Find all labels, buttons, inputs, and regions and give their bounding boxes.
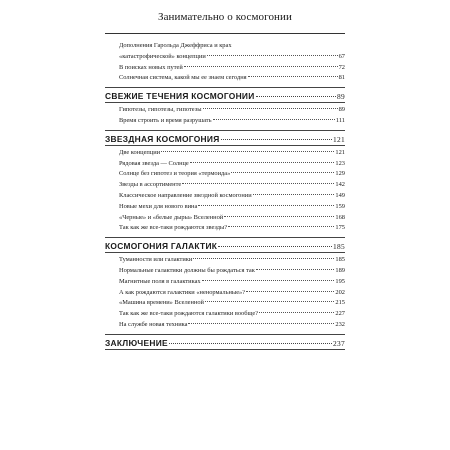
section-rule-top — [105, 130, 345, 131]
toc-entry — [105, 41, 345, 63]
entry-page-number: 67 — [338, 52, 345, 60]
entry-page-number: 81 — [338, 74, 345, 82]
entry-page-number: 111 — [335, 116, 345, 124]
toc-section-heading — [105, 133, 345, 145]
dot-leader — [190, 162, 335, 163]
entry-title: Время строить и время разрушать — [119, 116, 212, 124]
section-page-number: 185 — [333, 242, 345, 252]
section-rule-bottom — [105, 252, 345, 253]
entry-page-number: 123 — [335, 159, 345, 167]
section-page-number: 237 — [333, 338, 345, 348]
toc-entry — [105, 105, 345, 116]
dot-leader — [182, 183, 334, 184]
dot-leader — [228, 226, 334, 227]
dot-leader — [246, 291, 334, 292]
dot-leader — [231, 172, 334, 173]
toc-entry — [105, 320, 345, 331]
dot-leader — [193, 258, 334, 259]
dot-leader — [213, 119, 335, 120]
entry-title: В поисках новых путей — [119, 63, 183, 71]
dot-leader — [203, 108, 338, 109]
running-head-rule — [105, 33, 345, 34]
dot-leader — [207, 55, 338, 56]
toc-entry — [105, 159, 345, 170]
dot-leader — [248, 76, 338, 77]
entry-title: Так как же все-таки рождаются звезды? — [119, 224, 228, 232]
dot-leader — [161, 151, 334, 152]
toc-entry — [105, 255, 345, 266]
toc-entry — [105, 298, 345, 309]
toc-entry — [105, 169, 345, 180]
toc-entry — [105, 309, 345, 320]
entry-title: На службе новая техника — [119, 320, 188, 328]
entry-title: Солнечная система, какой мы ее знаем сегодня — [119, 74, 247, 82]
toc-entry — [105, 63, 345, 74]
toc-entry — [105, 223, 345, 234]
dot-leader — [202, 280, 335, 281]
entry-title: Так как же все-таки рождаются галактики вообще? — [119, 310, 259, 318]
entry-title: Новые мехи для нового вина — [119, 202, 198, 210]
dot-leader — [253, 194, 335, 195]
toc-entry — [105, 191, 345, 202]
toc-entry — [105, 116, 345, 127]
section-rule-bottom — [105, 102, 345, 103]
section-title: ЗВЕЗДНАЯ КОСМОГОНИЯ — [105, 133, 220, 144]
entry-title: А как рождаются галактики «ненормальные»? — [119, 288, 246, 296]
dot-leader — [256, 96, 336, 97]
entry-title: Звезды в ассортименте — [119, 181, 182, 189]
dot-leader — [169, 343, 332, 344]
entry-title: Магнитные поля в галактиках — [119, 277, 201, 285]
dot-leader — [198, 205, 334, 206]
entry-title: «Черные» и «белые дыры» Вселенной — [119, 213, 224, 221]
entry-page-number: 202 — [335, 288, 345, 296]
section-rule-top — [105, 237, 345, 238]
dot-leader — [188, 323, 334, 324]
dot-leader — [256, 269, 335, 270]
entry-page-number: 227 — [335, 310, 345, 318]
dot-leader — [205, 301, 334, 302]
toc-entry — [105, 277, 345, 288]
entry-page-number: 189 — [335, 266, 345, 274]
dot-leader — [224, 216, 334, 217]
toc-section-heading — [105, 240, 345, 252]
toc-entry — [105, 213, 345, 224]
table-of-contents — [105, 41, 345, 350]
entry-page-number: 142 — [335, 181, 345, 189]
section-page-number: 89 — [337, 92, 345, 102]
entry-title-line: «катастрофической» концепции — [119, 52, 206, 60]
entry-page-number: 149 — [335, 191, 345, 199]
entry-page-number: 185 — [335, 256, 345, 264]
entry-page-number: 175 — [335, 224, 345, 232]
toc-entry — [105, 288, 345, 299]
section-rule-bottom — [105, 145, 345, 146]
entry-title: Туманности или галактики — [119, 256, 193, 264]
section-title: ЗАКЛЮЧЕНИЕ — [105, 337, 168, 348]
entry-title: Нормальные галактики должны бы рождаться так — [119, 266, 255, 274]
toc-section-heading — [105, 337, 345, 349]
entry-page-number: 159 — [335, 202, 345, 210]
entry-title: Гипотезы, гипотезы, гипотезы — [119, 106, 202, 114]
toc-entry — [105, 73, 345, 84]
entry-title: «Машина времени» Вселенной — [119, 299, 204, 307]
section-rule-top — [105, 334, 345, 335]
dot-leader — [218, 246, 332, 247]
section-rule-top — [105, 87, 345, 88]
entry-page-number: 215 — [335, 299, 345, 307]
entry-page-number: 195 — [335, 277, 345, 285]
running-head: Занимательно о космогонии — [157, 11, 293, 23]
entry-title: Классическое направление звездной космогонии — [119, 191, 252, 199]
entry-page-number: 129 — [335, 170, 345, 178]
section-title: КОСМОГОНИЯ ГАЛАКТИК — [105, 241, 218, 252]
toc-entry — [105, 180, 345, 191]
entry-page-number: 232 — [335, 320, 345, 328]
dot-leader — [221, 139, 332, 140]
entry-page-number: 89 — [338, 106, 345, 114]
section-rule-bottom — [105, 349, 345, 350]
dot-leader — [184, 66, 338, 67]
entry-title: Две концепции — [119, 148, 161, 156]
toc-entry — [105, 148, 345, 159]
entry-title-line: Дополнения Гарольда Джеффриса и крах — [119, 42, 232, 49]
section-title: СВЕЖИЕ ТЕЧЕНИЯ КОСМОГОНИИ — [105, 91, 255, 102]
entry-page-number: 72 — [338, 63, 345, 71]
dot-leader — [259, 312, 334, 313]
section-page-number: 121 — [333, 134, 345, 144]
entry-title: Солнце без гипотез и теория «термоида» — [119, 170, 231, 178]
toc-entry — [105, 266, 345, 277]
entry-page-number: 121 — [335, 148, 345, 156]
entry-title: Рядовая звезда — Солнце — [119, 159, 189, 167]
toc-entry — [105, 202, 345, 213]
toc-section-heading — [105, 90, 345, 102]
entry-page-number: 168 — [335, 213, 345, 221]
